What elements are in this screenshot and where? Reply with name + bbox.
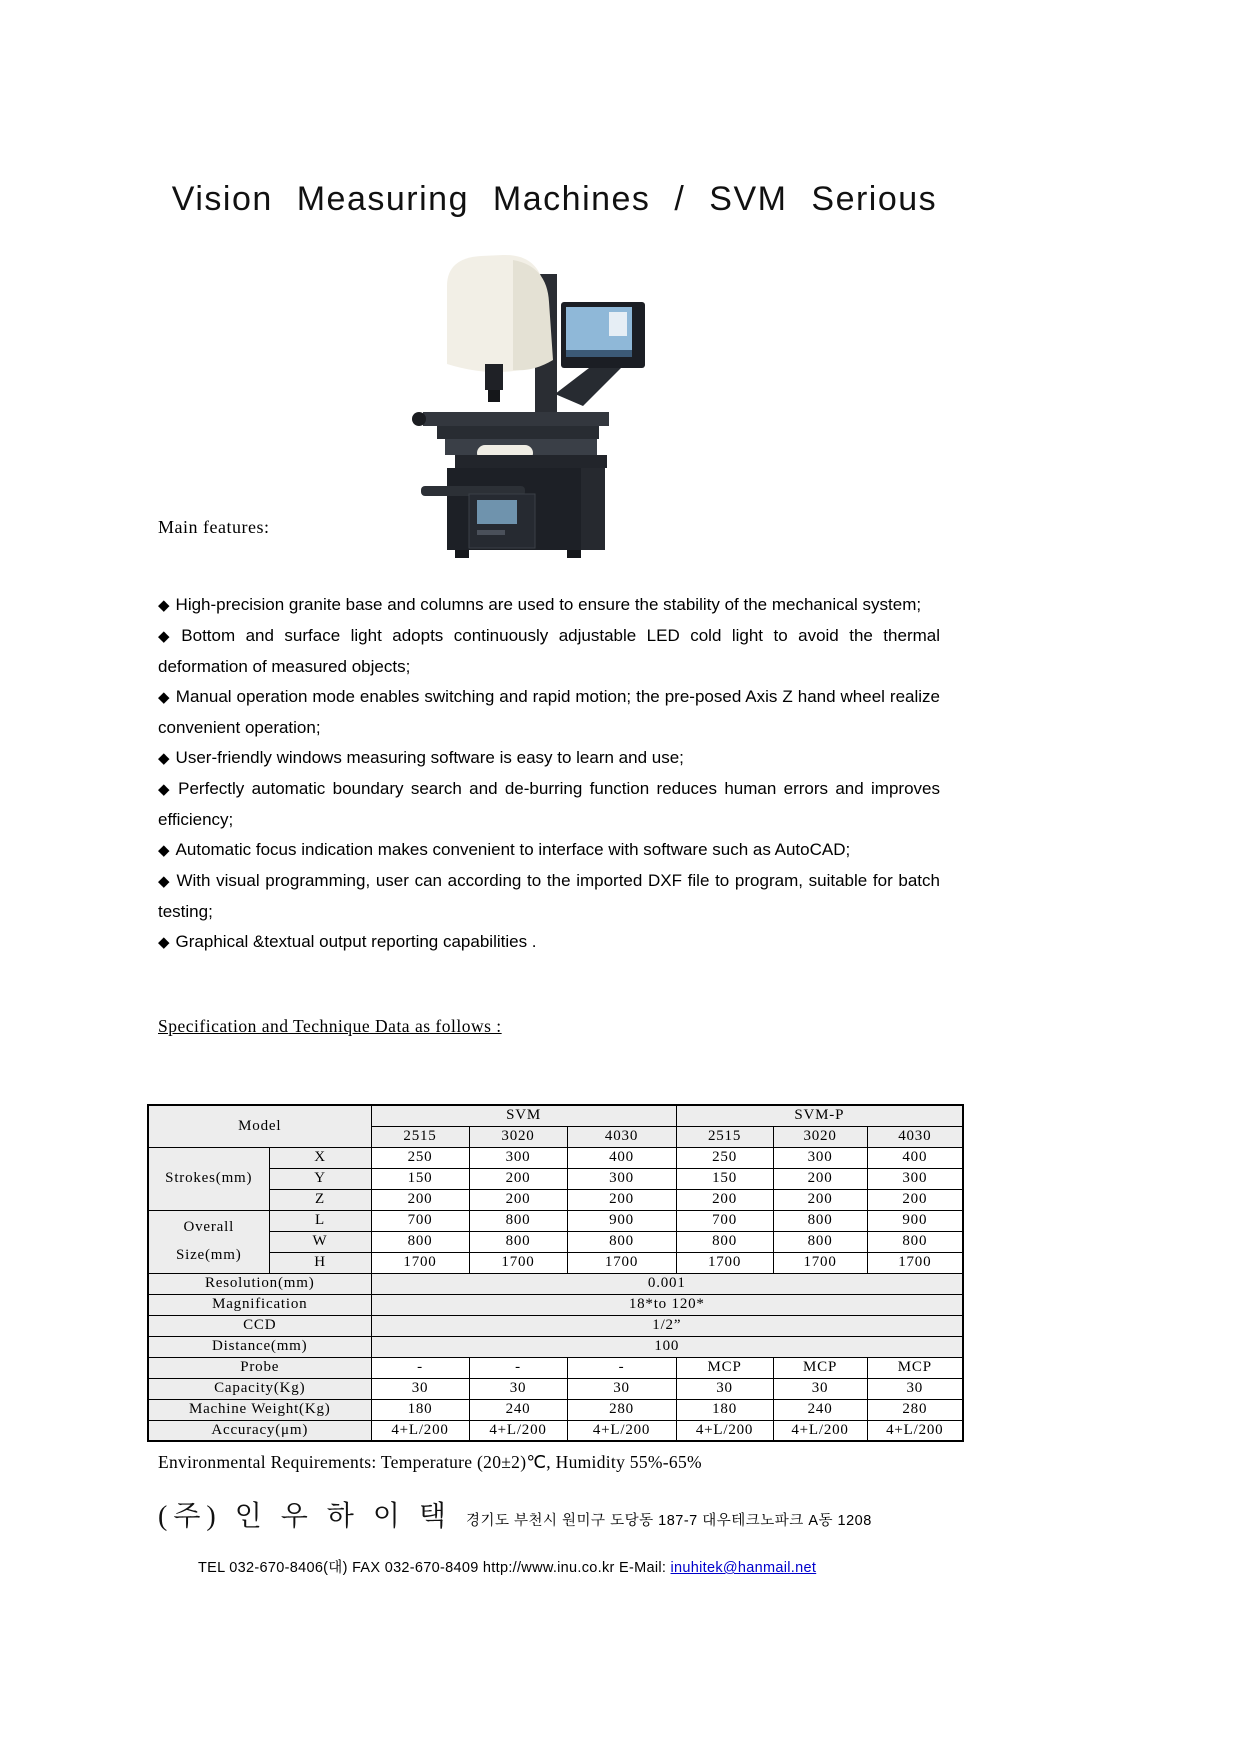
table-cell: 800	[469, 1210, 567, 1231]
feature-item	[158, 590, 940, 621]
ccd-value: 1/2”	[371, 1315, 963, 1336]
model-number: 2515	[371, 1126, 469, 1147]
table-cell: 240	[773, 1399, 867, 1420]
table-row	[148, 1210, 963, 1231]
table-cell: 30	[867, 1378, 963, 1399]
machine-photo	[385, 242, 653, 562]
table-cell: 400	[567, 1147, 676, 1168]
table-cell: 150	[371, 1168, 469, 1189]
table-cell: 1700	[567, 1252, 676, 1273]
table-cell: 200	[676, 1189, 773, 1210]
dim-label: H	[269, 1252, 371, 1273]
page-title: Vision Measuring Machines / SVM Serious	[171, 180, 938, 218]
table-cell: 280	[867, 1399, 963, 1420]
dim-label: W	[269, 1231, 371, 1252]
feature-text: Graphical &textual output reporting capabilities .	[175, 932, 537, 951]
model-number: 3020	[469, 1126, 567, 1147]
table-cell: 200	[773, 1168, 867, 1189]
spec-section-heading: Specification and Technique Data as follows :	[158, 1016, 502, 1036]
table-cell: 800	[567, 1231, 676, 1252]
table-cell: -	[469, 1357, 567, 1378]
table-cell: 200	[371, 1189, 469, 1210]
table-row	[148, 1105, 963, 1126]
table-cell: 800	[773, 1210, 867, 1231]
table-cell: 30	[773, 1378, 867, 1399]
table-cell: 200	[773, 1189, 867, 1210]
dim-label: L	[269, 1210, 371, 1231]
ccd-label: CCD	[148, 1315, 371, 1336]
table-row	[148, 1336, 963, 1357]
table-cell: 700	[676, 1210, 773, 1231]
table-cell: 800	[773, 1231, 867, 1252]
feature-text: With visual programming, user can according to the imported DXF file to program, suitable for batch testing;	[158, 871, 940, 921]
table-cell: 30	[371, 1378, 469, 1399]
feature-item	[158, 743, 940, 774]
feature-item	[158, 835, 940, 866]
environmental-requirements: Environmental Requirements: Temperature (20±2)℃, Humidity 55%-65%	[158, 1452, 702, 1472]
table-cell: 700	[371, 1210, 469, 1231]
footer-company-line	[158, 1494, 978, 1534]
diamond-bullet-icon: ◆	[158, 934, 170, 951]
table-row	[148, 1231, 963, 1252]
feature-text: Manual operation mode enables switching and rapid motion; the pre-posed Axis Z hand wheel realize convenient operation;	[158, 687, 941, 737]
table-row	[148, 1147, 963, 1168]
feature-item	[158, 927, 940, 958]
table-cell: 30	[469, 1378, 567, 1399]
model-number: 3020	[773, 1126, 867, 1147]
table-row	[148, 1294, 963, 1315]
model-number: 4030	[567, 1126, 676, 1147]
table-cell: 200	[469, 1189, 567, 1210]
diamond-bullet-icon: ◆	[158, 597, 170, 614]
company-name: (주) 인 우 하 이 택	[158, 1501, 452, 1532]
table-row	[148, 1189, 963, 1210]
table-cell: 250	[371, 1147, 469, 1168]
svm-group-header: SVM	[371, 1105, 676, 1126]
table-cell: 1700	[371, 1252, 469, 1273]
table-cell: 4+L/200	[371, 1420, 469, 1441]
table-cell: 1700	[469, 1252, 567, 1273]
table-cell: 300	[469, 1147, 567, 1168]
table-cell: 280	[567, 1399, 676, 1420]
table-cell: 4+L/200	[773, 1420, 867, 1441]
feature-item	[158, 866, 940, 927]
distance-value: 100	[371, 1336, 963, 1357]
feature-item	[158, 682, 940, 743]
table-row	[148, 1273, 963, 1294]
model-number: 4030	[867, 1126, 963, 1147]
table-cell: 300	[567, 1168, 676, 1189]
table-row	[148, 1252, 963, 1273]
table-cell: 1700	[773, 1252, 867, 1273]
table-cell: MCP	[867, 1357, 963, 1378]
vision-measuring-machine-illustration	[385, 242, 653, 562]
axis-label: Z	[269, 1189, 371, 1210]
diamond-bullet-icon: ◆	[158, 873, 171, 890]
axis-label: X	[269, 1147, 371, 1168]
table-row	[148, 1399, 963, 1420]
table-cell: 180	[371, 1399, 469, 1420]
svmp-group-header: SVM-P	[676, 1105, 963, 1126]
table-cell: 200	[867, 1189, 963, 1210]
table-row	[148, 1357, 963, 1378]
footer-contact-line	[198, 1556, 816, 1577]
accuracy-label: Accuracy(μm)	[148, 1420, 371, 1441]
feature-text: Perfectly automatic boundary search and de-burring function reduces human errors and improves efficiency;	[158, 779, 940, 829]
axis-label: Y	[269, 1168, 371, 1189]
feature-item	[158, 774, 940, 835]
capacity-label: Capacity(Kg)	[148, 1378, 371, 1399]
table-cell: 4+L/200	[567, 1420, 676, 1441]
features-list	[158, 590, 940, 958]
magnification-value: 18*to 120*	[371, 1294, 963, 1315]
table-cell: 900	[567, 1210, 676, 1231]
table-cell: 240	[469, 1399, 567, 1420]
probe-label: Probe	[148, 1357, 371, 1378]
main-features-heading: Main features:	[158, 517, 270, 537]
overall-label-top: Overall	[183, 1218, 235, 1235]
diamond-bullet-icon: ◆	[158, 842, 170, 859]
table-cell: 1700	[676, 1252, 773, 1273]
table-row	[148, 1168, 963, 1189]
table-row	[148, 1420, 963, 1441]
table-row	[148, 1378, 963, 1399]
table-cell: 4+L/200	[676, 1420, 773, 1441]
table-cell: 400	[867, 1147, 963, 1168]
table-cell: 180	[676, 1399, 773, 1420]
model-header-cell: Model	[148, 1105, 371, 1147]
table-cell: 4+L/200	[469, 1420, 567, 1441]
table-cell: 900	[867, 1210, 963, 1231]
overall-size-label	[148, 1210, 269, 1273]
table-cell: 800	[469, 1231, 567, 1252]
magnification-label: Magnification	[148, 1294, 371, 1315]
table-cell: -	[371, 1357, 469, 1378]
table-cell: 300	[773, 1147, 867, 1168]
table-cell: 800	[676, 1231, 773, 1252]
table-cell: 150	[676, 1168, 773, 1189]
distance-label: Distance(mm)	[148, 1336, 371, 1357]
resolution-label: Resolution(mm)	[148, 1273, 371, 1294]
diamond-bullet-icon: ◆	[158, 781, 173, 798]
diamond-bullet-icon: ◆	[158, 750, 170, 767]
machine-weight-label: Machine Weight(Kg)	[148, 1399, 371, 1420]
table-cell: 30	[567, 1378, 676, 1399]
feature-text: Automatic focus indication makes convenient to interface with software such as AutoCAD;	[175, 840, 851, 859]
table-cell: MCP	[773, 1357, 867, 1378]
table-cell: 1700	[867, 1252, 963, 1273]
feature-item	[158, 621, 940, 682]
feature-text: Bottom and surface light adopts continuously adjustable LED cold light to avoid the thermal deformation of measured objects;	[158, 626, 940, 676]
specification-table	[147, 1104, 964, 1442]
table-cell: 200	[567, 1189, 676, 1210]
resolution-value: 0.001	[371, 1273, 963, 1294]
feature-text: High-precision granite base and columns are used to ensure the stability of the mechanical system;	[175, 595, 922, 614]
contact-text: TEL 032-670-8406(대) FAX 032-670-8409 http://www.inu.co.kr E-Mail:	[198, 1560, 671, 1576]
table-cell: 30	[676, 1378, 773, 1399]
diamond-bullet-icon: ◆	[158, 689, 170, 706]
table-cell: 300	[867, 1168, 963, 1189]
feature-text: User-friendly windows measuring software is easy to learn and use;	[175, 748, 684, 767]
table-cell: MCP	[676, 1357, 773, 1378]
table-cell: 4+L/200	[867, 1420, 963, 1441]
table-cell: 800	[371, 1231, 469, 1252]
diamond-bullet-icon: ◆	[158, 628, 176, 645]
overall-label-bottom: Size(mm)	[175, 1246, 242, 1263]
table-cell: 800	[867, 1231, 963, 1252]
model-number: 2515	[676, 1126, 773, 1147]
table-cell: -	[567, 1357, 676, 1378]
table-cell: 250	[676, 1147, 773, 1168]
strokes-label: Strokes(mm)	[148, 1147, 269, 1210]
table-cell: 200	[469, 1168, 567, 1189]
company-address: 경기도 부천시 원미구 도당동 187-7 대우테크노파크 A동 1208	[465, 1513, 872, 1529]
table-row	[148, 1315, 963, 1336]
email-link[interactable]: inuhitek@hanmail.net	[670, 1560, 817, 1576]
